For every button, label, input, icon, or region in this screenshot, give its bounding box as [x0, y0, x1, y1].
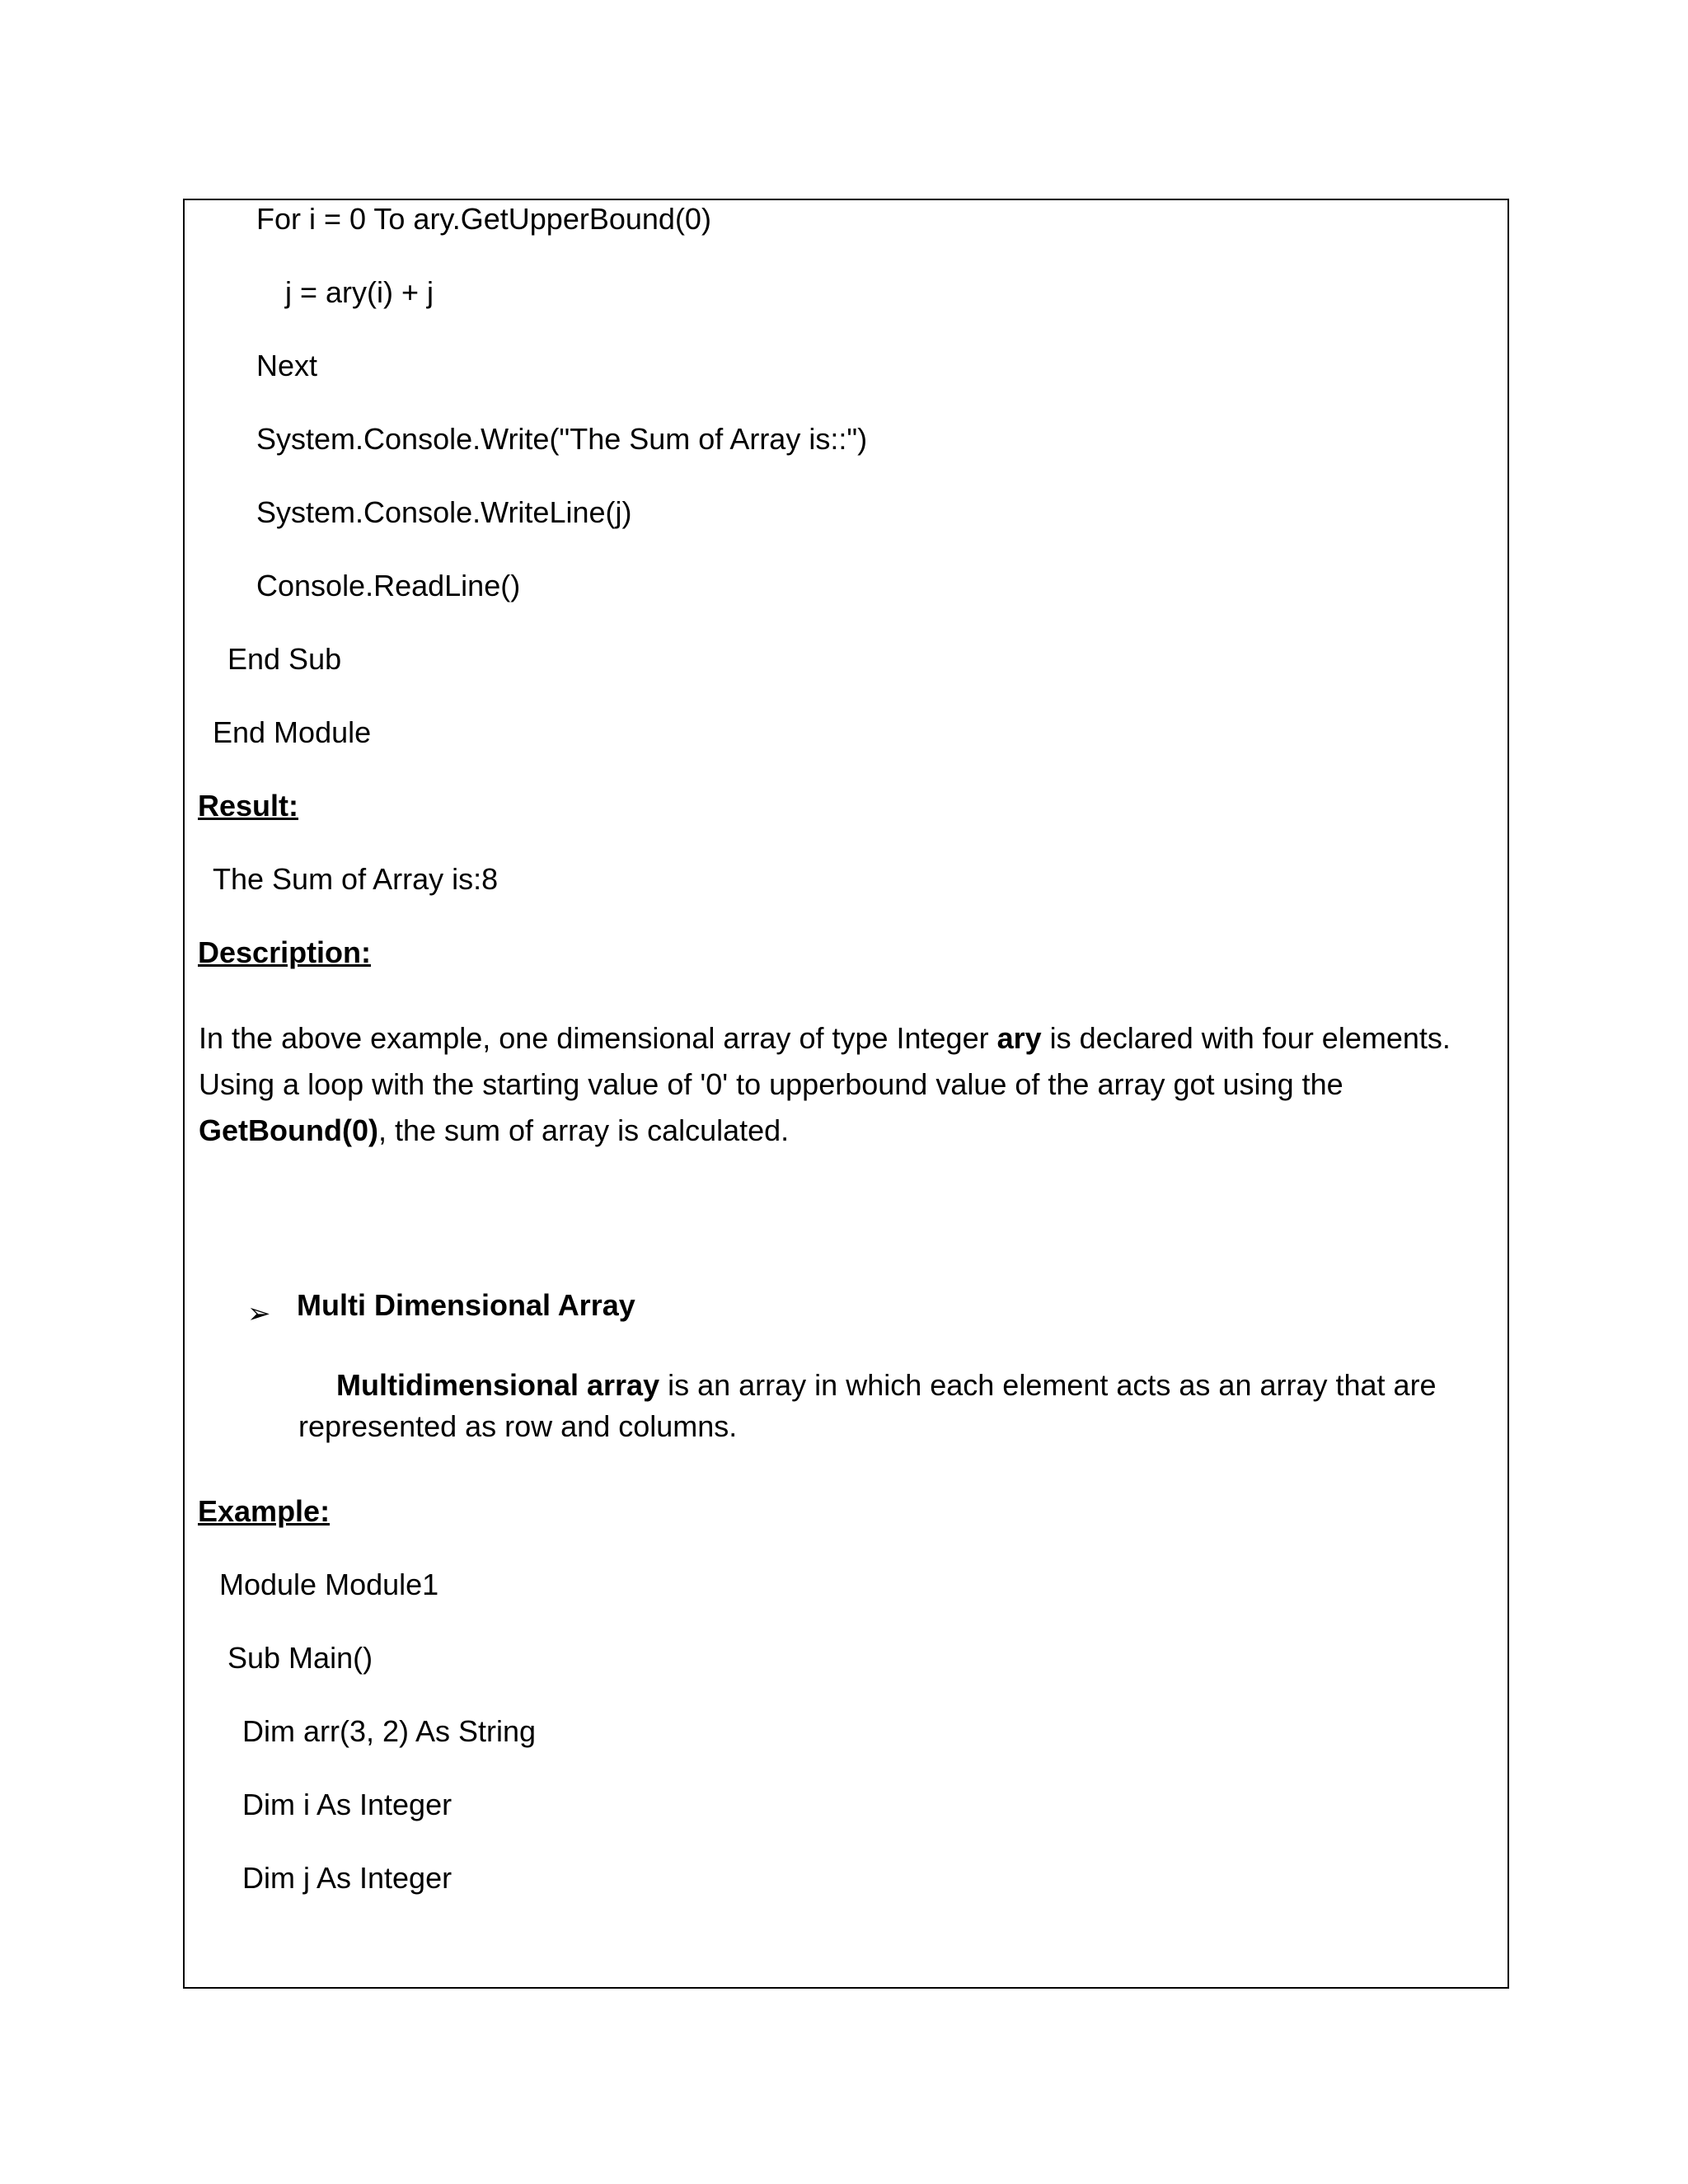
description-heading: Description:	[198, 935, 372, 969]
example-code-module: Module Module1	[219, 1568, 439, 1601]
code-line-write: System.Console.Write("The Sum of Array is::")	[256, 422, 868, 456]
section-title: Multi Dimensional Array	[297, 1288, 635, 1322]
description-bold-getbound: GetBound(0)	[199, 1113, 378, 1147]
result-heading: Result:	[198, 789, 299, 823]
example-code-dim-i: Dim i As Integer	[242, 1788, 452, 1821]
definition-text: is an array in which each element acts as an array that are represented as row and columns.	[298, 1368, 1437, 1443]
code-line-assign: j = ary(i) + j	[285, 275, 434, 309]
description-paragraph	[199, 1015, 1501, 1154]
description-bold-ary: ary	[996, 1021, 1042, 1055]
result-output: The Sum of Array is:8	[213, 862, 499, 896]
example-code-dim-arr: Dim arr(3, 2) As String	[242, 1714, 537, 1748]
example-code-dim-j: Dim j As Integer	[242, 1861, 452, 1895]
section-definition	[298, 1365, 1493, 1447]
code-line-next: Next	[256, 349, 318, 382]
description-text-3: , the sum of array is calculated.	[377, 1113, 790, 1147]
code-line-readline: Console.ReadLine()	[256, 569, 521, 602]
example-heading: Example:	[198, 1494, 331, 1528]
code-line-for: For i = 0 To ary.GetUpperBound(0)	[256, 202, 711, 236]
code-line-writeline: System.Console.WriteLine(j)	[256, 495, 632, 529]
arrow-bullet-icon: ➢	[247, 1298, 271, 1329]
code-line-end-sub: End Sub	[227, 642, 342, 676]
example-code-sub-main: Sub Main()	[227, 1641, 373, 1675]
description-text-2: is declared with four elements. Using a loop with the starting value of '0' to upperbound value of the array got using the	[199, 1021, 1451, 1101]
code-line-end-module: End Module	[213, 715, 372, 749]
description-text-1: In the above example, one dimensional array of type Integer	[199, 1021, 997, 1055]
definition-bold: Multidimensional array	[336, 1368, 660, 1402]
